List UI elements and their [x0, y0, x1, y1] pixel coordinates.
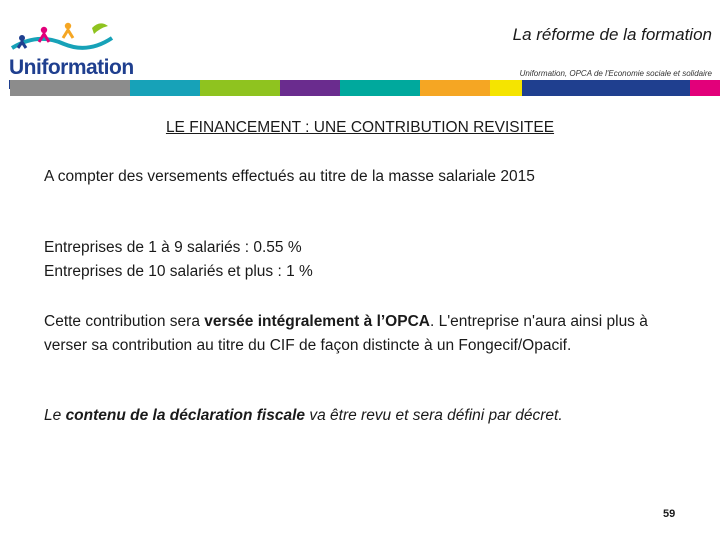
page-number: 59	[663, 508, 676, 520]
p4-text-a: Le	[44, 407, 66, 424]
fiscal-paragraph	[44, 404, 684, 428]
opca-paragraph	[44, 310, 684, 358]
rate2-value: : 1 %	[273, 263, 313, 280]
band-segment	[690, 80, 720, 96]
band-segment	[10, 80, 130, 96]
band-segment	[420, 80, 490, 96]
band-segment	[490, 80, 522, 96]
rate2-label: Entreprises de 10 salariés et plus	[44, 263, 274, 280]
header-subtitle: Uniformation, OPCA de l'Economie sociale et solidaire	[519, 69, 712, 78]
p4-text-c: va être revu et sera défini par décret.	[305, 407, 563, 424]
contribution-rates	[44, 236, 684, 284]
rate-line-large-companies	[44, 260, 684, 284]
p4-bold-text: contenu de la déclaration fiscale	[65, 407, 306, 424]
p3-bold-text: versée intégralement à l’OPCA	[204, 313, 430, 330]
band-segment	[280, 80, 340, 96]
intro-paragraph: A compter des versements effectués au titre de la masse salariale 2015	[44, 168, 535, 185]
band-segment	[130, 80, 200, 96]
logo-figures-icon	[8, 18, 118, 60]
color-band	[10, 80, 720, 96]
rate1-value: : 0.55 %	[240, 239, 302, 256]
band-segment	[340, 80, 420, 96]
band-segment	[200, 80, 280, 96]
p3-text-a: Cette contribution sera	[44, 313, 205, 330]
header-title: La réforme de la formation	[512, 25, 712, 44]
logo-wordmark: Uniformation	[9, 56, 134, 79]
slide-heading: LE FINANCEMENT : UNE CONTRIBUTION REVISITEE	[165, 119, 555, 136]
band-segment	[522, 80, 690, 96]
rate1-label: Entreprises de 1 à 9 salariés	[44, 239, 241, 256]
rate-line-small-companies	[44, 236, 684, 260]
p3-text-c: . L'entreprise n'aura ainsi plus à verser sa contribution au titre du CIF de façon distincte à un Fongecif/Opacif.	[44, 313, 648, 354]
